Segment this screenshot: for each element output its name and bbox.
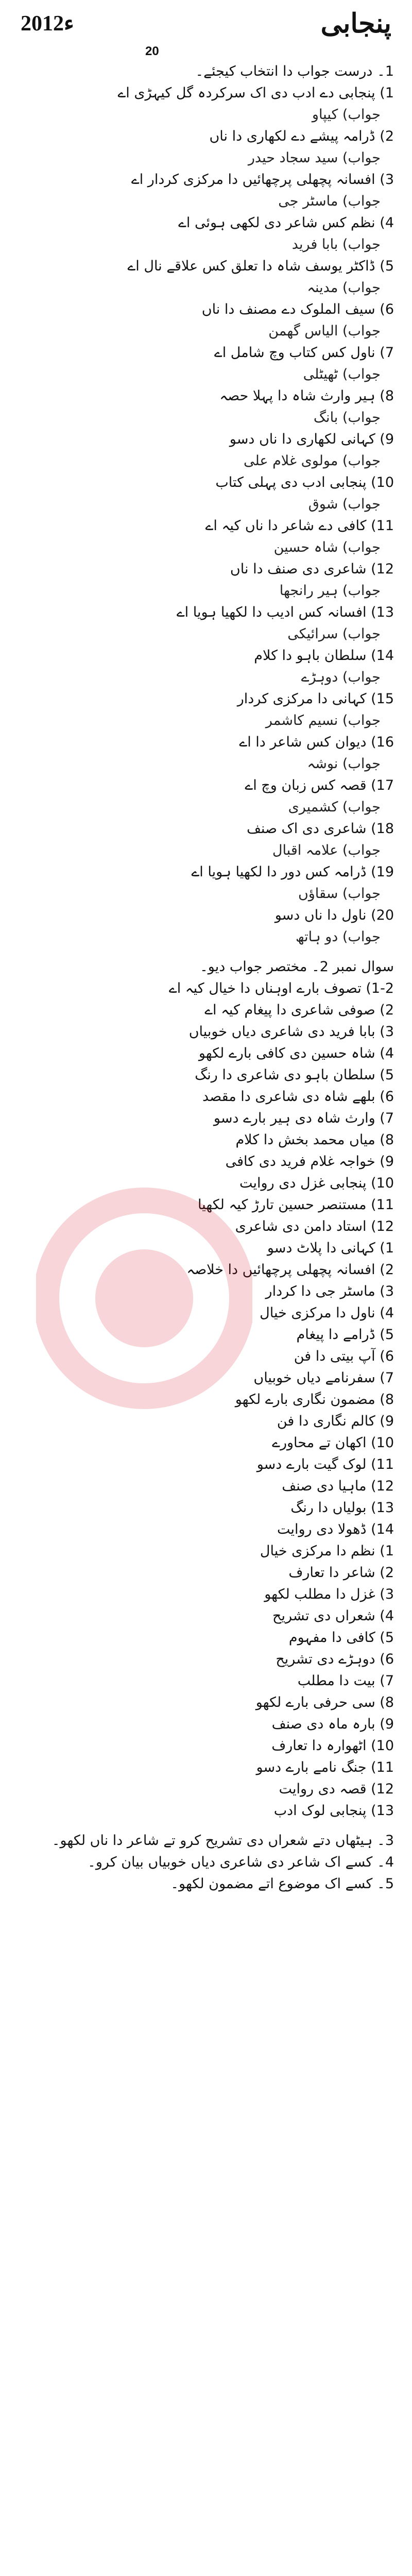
short-question: 12) ماہیا دی صنف <box>282 1478 394 1494</box>
mcq-answer: جواب) الیاس گھمن <box>268 323 381 339</box>
short-question: 14) ڈھولا دی روایت <box>277 1521 394 1537</box>
mcq-question: 13) افسانہ کس ادیب دا لکھیا ہویا اے <box>176 604 394 620</box>
mcq-instruction: 1۔ درست جواب دا انتخاب کیجئے۔ <box>195 63 394 79</box>
short-question: 4) شاہ حسین دی کافی بارے لکھو <box>198 1045 394 1061</box>
short-question: 11) جنگ نامے بارے دسو <box>256 1759 394 1775</box>
mcq-question: 1) پنجابی دے ادب دی اک سرکردہ گل کیہڑی اے <box>117 85 394 101</box>
short-question: 1-2) تصوف بارے اوہناں دا خیال کیہ اے <box>168 980 394 996</box>
mcq-answer: جواب) دوہڑے <box>301 669 381 685</box>
mcq-question: 6) سیف الملوک دے مصنف دا ناں <box>201 301 394 317</box>
short-question: 5) ڈرامے دا پیغام <box>296 1327 394 1343</box>
long-question: 4۔ کسے اک شاعر دی شاعری دیاں خوبیاں بیان کرو۔ <box>88 1854 394 1870</box>
exam-content <box>18 61 394 1895</box>
mcq-question: 17) قصہ کس زبان وچ اے <box>245 777 394 793</box>
short-question: 4) ناول دا مرکزی خیال <box>260 1305 394 1321</box>
mcq-question: 14) سلطان باہو دا کلام <box>254 648 394 664</box>
mcq-list <box>18 82 394 948</box>
mcq-answer: جواب) سرائیکی <box>287 626 381 642</box>
short-question: 7) سفرنامے دیاں خوبیاں <box>253 1370 394 1386</box>
mcq-question: 5) ڈاکٹر یوسف شاہ دا تعلق کس علاقے نال اے <box>127 258 394 274</box>
short-question: 3) غزل دا مطلب لکھو <box>264 1586 394 1602</box>
mcq-question: 15) کہانی دا مرکزی کردار <box>237 691 394 707</box>
short-question: 10) اکھان تے محاورے <box>272 1435 394 1451</box>
long-question: 3۔ ہیٹھاں دتے شعراں دی تشریح کرو تے شاعر دا ناں لکھو۔ <box>52 1833 394 1849</box>
mcq-answer: جواب) مولوی غلام علی <box>243 453 381 469</box>
short-question: 12) قصہ دی روایت <box>279 1781 394 1797</box>
mcq-answer: جواب) کشمیری <box>288 799 381 815</box>
short-instruction: سوال نمبر 2۔ مختصر جواب دیو۔ <box>199 959 394 975</box>
mcq-answer: جواب) دو ہاتھ <box>296 929 381 945</box>
mcq-answer: جواب) ٹھیٹلی <box>303 366 381 382</box>
short-question: 6) دوہڑے دی تشریح <box>276 1651 394 1667</box>
mcq-question: 10) پنجابی ادب دی پہلی کتاب <box>215 474 394 490</box>
mcq-answer: جواب) شاہ حسین <box>273 539 381 555</box>
short-question: 13) پنجابی لوک ادب <box>273 1803 394 1819</box>
mcq-answer: جواب) مدینہ <box>307 280 381 296</box>
short-question: 11) مستنصر حسین تارڑ کیہ لکھیا <box>197 1197 394 1213</box>
short-question: 9) بارہ ماہ دی صنف <box>271 1716 394 1732</box>
short-question: 2) شاعر دا تعارف <box>288 1565 394 1581</box>
mcq-question: 20) ناول دا ناں دسو <box>274 907 394 923</box>
short-question: 3) بابا فرید دی شاعری دیاں خوبیاں <box>188 1024 394 1040</box>
mcq-question: 8) ہیر وارث شاہ دا پہلا حصہ <box>219 388 394 404</box>
mcq-question: 4) نظم کس شاعر دی لکھی ہوئی اے <box>178 215 394 231</box>
subject-title: پنجابی <box>320 7 391 39</box>
long-question: 5۔ کسے اک موضوع اتے مضمون لکھو۔ <box>170 1876 394 1892</box>
short-question: 11) لوک گیت بارے دسو <box>256 1456 394 1472</box>
short-question: 9) کالم نگاری دا فن <box>277 1413 394 1429</box>
short-question: 8) سی حرفی بارے لکھو <box>255 1694 394 1710</box>
short-question: 7) بیت دا مطلب <box>297 1673 394 1689</box>
exam-year: 2012ء <box>21 12 74 36</box>
mcq-question: 18) شاعری دی اک صنف <box>246 821 394 837</box>
short-question: 10) اٹھوارہ دا تعارف <box>271 1738 394 1754</box>
mcq-answer: جواب) سید سجاد حیدر <box>248 150 381 166</box>
mcq-answer: جواب) نسیم کاشمر <box>265 713 381 728</box>
mcq-answer: جواب) شوق <box>308 496 381 512</box>
mcq-answer: جواب) بابا فرید <box>291 236 381 252</box>
mcq-answer: جواب) ہیر رانجھا <box>279 583 381 599</box>
short-question: 9) خواجہ غلام فرید دی کافی <box>225 1154 394 1170</box>
mcq-answer: جواب) علامہ اقبال <box>272 842 381 858</box>
short-question: 13) بولیاں دا رنگ <box>290 1500 394 1516</box>
long-question-list <box>18 1830 394 1895</box>
mcq-question: 11) کافی دے شاعر دا ناں کیہ اے <box>205 518 394 534</box>
mcq-marks: 20 <box>145 44 159 58</box>
short-question: 8) میاں محمد بخش دا کلام <box>235 1132 394 1148</box>
short-question: 2) صوفی شاعری دا پیغام کیہ اے <box>204 1002 394 1018</box>
page-header <box>21 5 391 41</box>
short-question: 6) آپ بیتی دا فن <box>294 1348 394 1364</box>
short-question: 12) استاد دامن دی شاعری <box>235 1218 394 1234</box>
mcq-question: 16) دیوان کس شاعر دا اے <box>239 734 394 750</box>
short-question-list <box>18 978 394 1822</box>
short-question: 5) سلطان باہو دی شاعری دا رنگ <box>195 1067 394 1083</box>
mcq-answer: جواب) نوشہ <box>307 756 381 772</box>
short-question: 4) شعراں دی تشریح <box>272 1608 394 1624</box>
mcq-answer: جواب) کیپاو <box>312 107 381 123</box>
short-question: 2) افسانہ پچھلی پرچھائیں دا خلاصہ <box>186 1262 394 1278</box>
short-question: 6) بلھے شاہ دی شاعری دا مقصد <box>202 1089 394 1105</box>
short-question: 1) کہانی دا پلاٹ دسو <box>267 1240 394 1256</box>
mcq-answer: جواب) بانگ <box>313 410 381 426</box>
mcq-question: 12) شاعری دی صنف دا ناں <box>230 561 394 577</box>
short-question: 5) کافی دا مفہوم <box>288 1630 394 1646</box>
mcq-answer: جواب) ماسٹر جی <box>278 193 381 209</box>
mcq-question: 7) ناول کس کتاب وچ شامل اے <box>214 345 394 361</box>
mcq-question: 19) ڈرامہ کس دور دا لکھیا ہویا اے <box>191 864 394 880</box>
mcq-answer: جواب) سقاؤں <box>298 886 381 902</box>
mcq-question: 2) ڈرامہ پیشے دے لکھاری دا ناں <box>209 128 394 144</box>
short-question: 8) مضمون نگاری بارے لکھو <box>235 1392 394 1408</box>
mcq-question: 3) افسانہ پچھلی پرچھائیں دا مرکزی کردار اے <box>131 172 394 188</box>
mcq-question: 9) کہانی لکھاری دا ناں دسو <box>229 431 394 447</box>
short-question: 7) وارث شاہ دی ہیر بارے دسو <box>213 1110 394 1126</box>
short-question: 10) پنجابی غزل دی روایت <box>239 1175 394 1191</box>
short-question: 3) ماسٹر جی دا کردار <box>265 1283 394 1299</box>
short-question: 1) نظم دا مرکزی خیال <box>260 1543 394 1559</box>
